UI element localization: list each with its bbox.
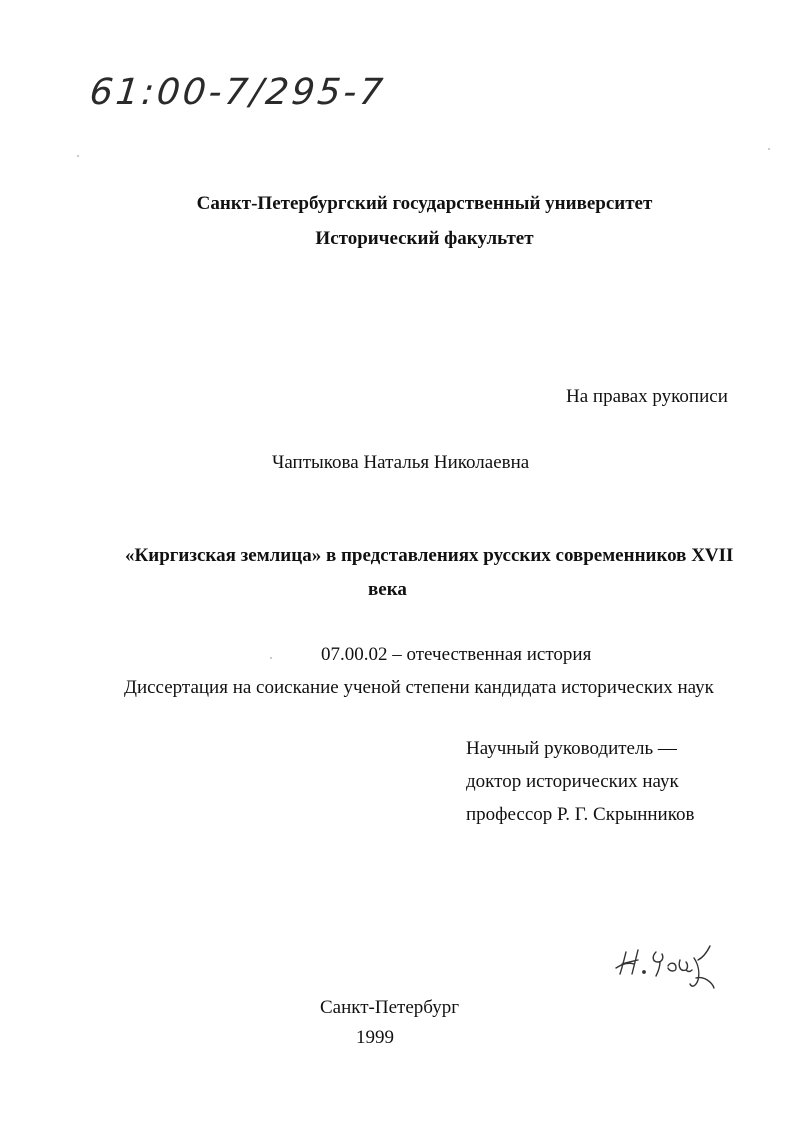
- supervisor-degree: доктор исторических наук: [466, 771, 679, 792]
- dissertation-note: Диссертация на соискание ученой степени кандидата исторических наук: [124, 677, 714, 698]
- archive-code: 61:00-7/295-7: [87, 72, 388, 113]
- rights-note: На правах рукописи: [566, 386, 728, 407]
- dissertation-title-line-1: «Киргизская землица» в представлениях русских современников XVII: [125, 545, 734, 566]
- supervisor-label: Научный руководитель —: [466, 738, 677, 759]
- supervisor-name: профессор Р. Г. Скрынников: [466, 804, 695, 825]
- scan-speck: [270, 657, 272, 659]
- place-of-publication: Санкт-Петербург: [320, 997, 460, 1018]
- scan-speck: [77, 155, 79, 157]
- publication-year: 1999: [356, 1027, 394, 1048]
- specialty-code: 07.00.02 – отечественная история: [321, 644, 592, 665]
- faculty-name: Исторический факультет: [315, 228, 534, 249]
- author-name: Чаптыкова Наталья Николаевна: [272, 452, 530, 473]
- scan-speck: [768, 148, 770, 150]
- university-name: Санкт-Петербургский государственный университет: [196, 193, 653, 214]
- handwritten-signature: [612, 938, 732, 998]
- dissertation-title-line-2: века: [368, 579, 407, 600]
